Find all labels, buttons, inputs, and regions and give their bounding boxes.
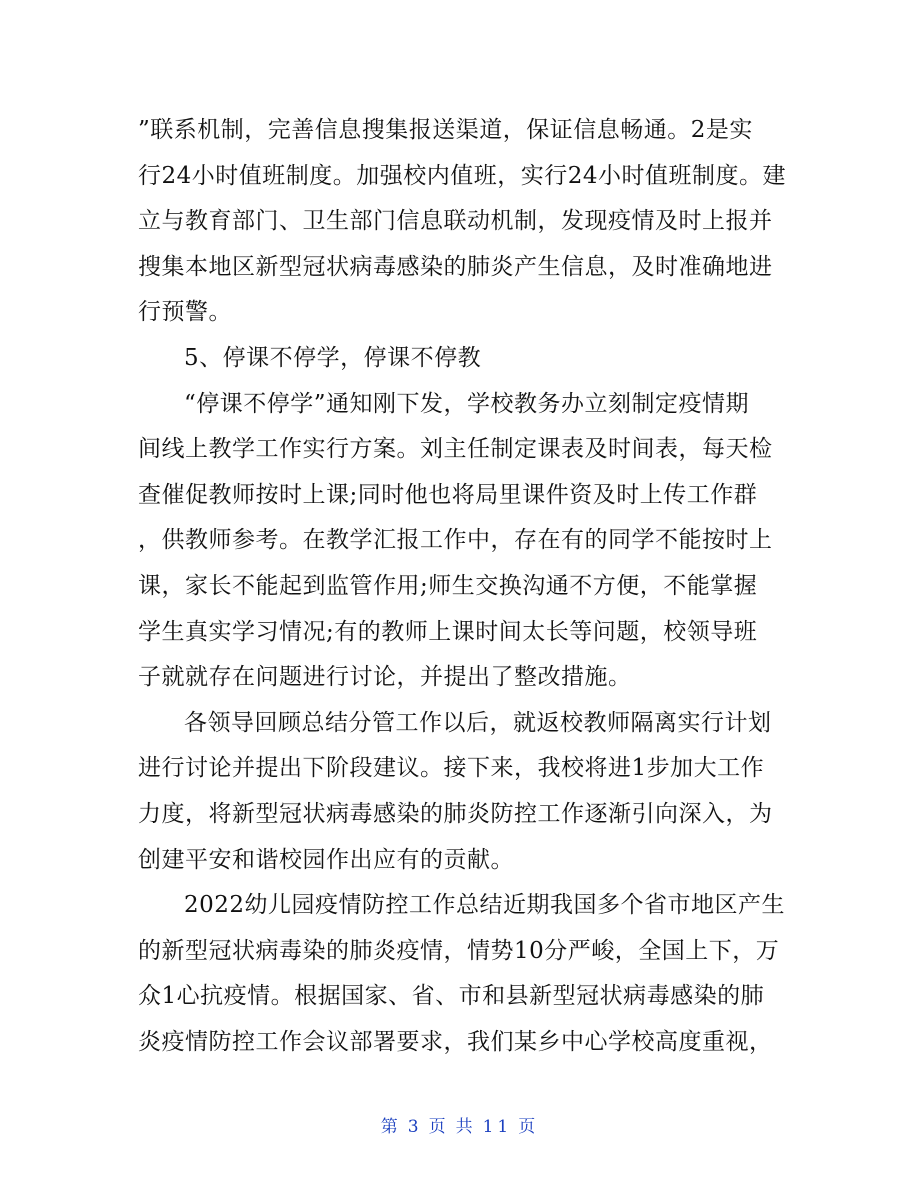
text-line: 创建平安和谐校园作出应有的贡献。 xyxy=(138,846,514,873)
text-line: 进行讨论并提出下阶段建议。接下来，我校将进1步加大工作 xyxy=(138,755,765,782)
footer-page-number: 3 xyxy=(407,1117,423,1137)
document-body xyxy=(138,108,786,1065)
text-line: 学生真实学习情况;有的教师上课时间太长等问题，校领导班 xyxy=(138,618,758,645)
text-line: 间线上教学工作实行方案。刘主任制定课表及时间表，每天检 xyxy=(138,436,773,463)
text-line: 课，家长不能起到监管作用;师生交换沟通不方便，不能掌握 xyxy=(138,572,758,599)
text-line: “停课不停学”通知刚下发，学校教务办立刻制定疫情期 xyxy=(184,390,750,417)
text-line: 力度，将新型冠状病毒感染的肺炎防控工作逐渐引向深入，为 xyxy=(138,800,773,827)
text-line: 立与教育部门、卫生部门信息联动机制，发现疫情及时上报并 xyxy=(138,208,773,235)
text-line: 各领导回顾总结分管工作以后，就返校教师隔离实行计划 xyxy=(184,709,772,736)
text-line: ，供教师参考。在教学汇报工作中，存在有的同学不能按时上 xyxy=(138,527,773,554)
footer-page-label: 页 xyxy=(428,1117,450,1137)
footer-prefix: 第 xyxy=(380,1117,402,1137)
text-line: 子就就存在问题进行讨论，并提出了整改措施。 xyxy=(138,664,632,691)
text-line: 查催促教师按时上课;同时他也将局里课件资及时上传工作群 xyxy=(138,481,758,508)
text-line: 的新型冠状病毒染的肺炎疫情，情势10分严峻，全国上下，万 xyxy=(138,937,780,964)
text-line: 众1心抗疫情。根据国家、省、市和县新型冠状病毒感染的肺 xyxy=(138,983,765,1010)
text-line: 行预警。 xyxy=(138,299,232,326)
text-line: ”联系机制，完善信息搜集报送渠道，保证信息畅通。2是实 xyxy=(138,117,753,143)
text-line: 炎疫情防控工作会议部署要求，我们某乡中心学校高度重视， xyxy=(138,1028,773,1055)
footer-total-pages: 11 xyxy=(482,1117,513,1137)
footer-suffix: 页 xyxy=(518,1117,540,1137)
section-heading: 5、停课不停学，停课不停教 xyxy=(184,344,482,371)
text-line: 搜集本地区新型冠状病毒感染的肺炎产生信息，及时准确地进 xyxy=(138,253,773,280)
text-line: 2022幼儿园疫情防控工作总结近期我国多个省市地区产生 xyxy=(184,892,786,919)
footer-total-label: 共 xyxy=(455,1117,477,1137)
text-line: 行24小时值班制度。加强校内值班，实行24小时值班制度。建 xyxy=(138,162,787,189)
page-footer xyxy=(0,1112,920,1137)
